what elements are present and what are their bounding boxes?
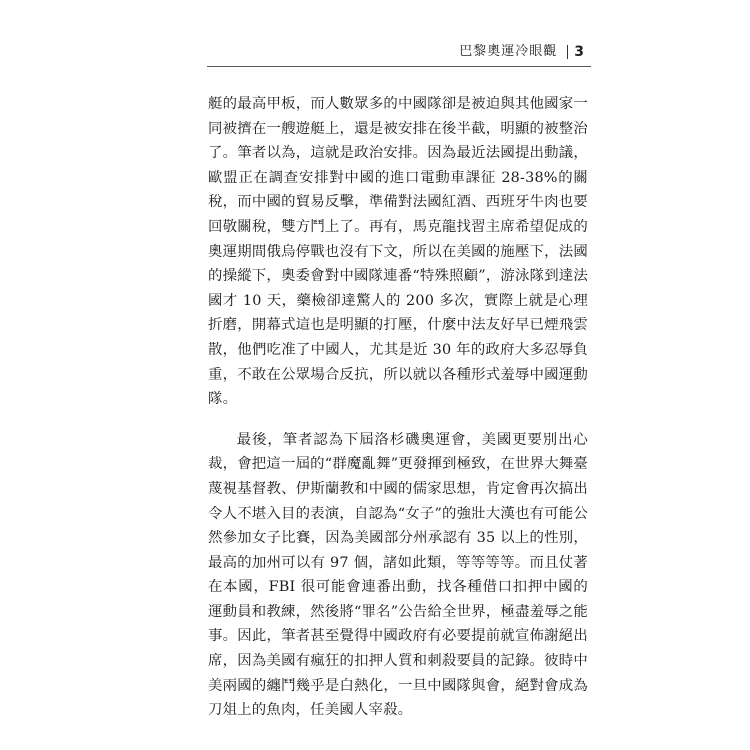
running-header [459, 44, 584, 60]
paragraph-1: 艇的最高甲板，而人數眾多的中國隊卻是被迫與其他國家一同被擠在一艘遊艇上，還是被安排在後半截，明顯的被整治了。筆者以為，這就是政治安排。因為最近法國提出動議，歐盟正在調查安排對中國的進口電動車課征 28-38%的關稅，而中國的貿易反擊，準備對法國紅酒、西班牙牛肉也要回敬關稅，雙方鬥上了。再有，馬克龍找習主席希望促成的奧運期間俄烏停戰也沒有下文，所以在美國的施壓下，法國的操縱下，奧委會對中國隊連番“特殊照顧”，游泳隊到達法國才 10 天，藥檢卻達驚人的 200 多次，實際上就是心理折磨，開幕式這也是明顯的打壓，什麼中法友好早已煙飛雲散，他們吃准了中國人，尤其是近 30 年的政府大多忍辱負重，不敢在公眾場合反抗，所以就以各種形式羞辱中國運動隊。 [208, 96, 588, 408]
header-rule [207, 66, 591, 67]
page-number: 3 [574, 44, 584, 60]
running-title: 巴黎奧運冷眼觀 [459, 44, 558, 59]
body-text [208, 92, 588, 723]
paragraph-2: 最後，筆者認為下屆洛杉磯奧運會，美國更要別出心裁，會把這一屆的“群魔亂舞”更發揮到極致，在世界大舞臺蔑視基督教、伊斯蘭教和中國的儒家思想，肯定會再次搞出令人不堪入目的表演，自認為“女子”的強壯大漢也有可能公然參加女子比賽，因為美國部分州承認有 35 以上的性別，最高的加州可以有 97 個，諸如此類，等等等等。而且仗著在本國，FBI 很可能會連番出動，找各種借口扣押中國的運動員和教練，然後將“罪名”公告給全世界，極盡羞辱之能事。因此，筆者甚至覺得中國政府有必要提前就宣佈謝絕出席，因為美國有瘋狂的扣押人質和刺殺要員的記錄。彼時中美兩國的纏鬥幾乎是白熱化，一旦中國隊與會，絕對會成為刀俎上的魚肉，任美國人宰殺。 [208, 431, 588, 719]
header-separator [567, 45, 568, 59]
